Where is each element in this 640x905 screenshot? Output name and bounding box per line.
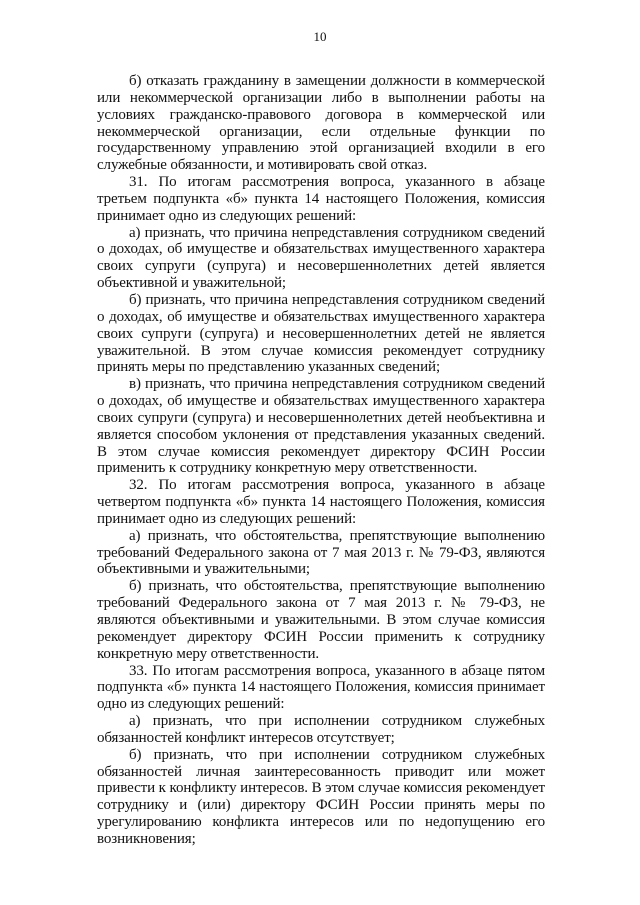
paragraph-31a: а) признать, что причина непредставления сотрудником сведений о доходах, об имуществе и обязательствах имущественного характера своих супруги (супруга) и несовершеннолетних детей является объективной и уважительной; (97, 224, 545, 292)
paragraph-30b: б) отказать гражданину в замещении должности в коммерческой или некоммерческой организации либо в выполнении работы на условиях гражданско-правового договора в коммерческой или некоммерческой организации, если отдельные функции по государственному управлению этой организацией входили в его служебные обязанности, и мотивировать свой отказ. (97, 73, 545, 174)
paragraph-31: 31. По итогам рассмотрения вопроса, указанного в абзаце третьем подпункта «б» пункта 14 настоящего Положения, комиссия принимает одно из следующих решений: (97, 174, 545, 224)
paragraph-33a: а) признать, что при исполнении сотрудником служебных обязанностей конфликт интересов отсутствует; (97, 713, 545, 746)
page-number: 10 (313, 29, 327, 44)
paragraph-33b: б) признать, что при исполнении сотрудником служебных обязанностей личная заинтересованность приводит или может привести к конфликту интересов. В этом случае комиссия рекомендует сотруднику и (или) директору ФСИН России принять меры по урегулированию конфликта интересов или по недопущению его возникновения; (97, 746, 545, 847)
paragraph-32b: б) признать, что обстоятельства, препятствующие выполнению требований Федерального закона от 7 мая 2013 г. № 79-ФЗ, не являются объективными и уважительными. В этом случае комиссия рекомендует директору ФСИН России применить к сотруднику конкретную меру ответственности. (97, 578, 545, 662)
paragraph-31v: в) признать, что причина непредставления сотрудником сведений о доходах, об имуществе и обязательствах имущественного характера своих супруги (супруга) и несовершеннолетних детей необъективна и является способом уклонения от представления указанных сведений. В этом случае комиссия рекомендует директору ФСИН России применить к сотруднику конкретную меру ответственности. (97, 376, 545, 477)
paragraph-32: 32. По итогам рассмотрения вопроса, указанного в абзаце четвертом подпункта «б» пункта 14 настоящего Положения, комиссия принимает одно из следующих решений: (97, 477, 545, 527)
paragraph-33: 33. По итогам рассмотрения вопроса, указанного в абзаце пятом подпункта «б» пункта 14 настоящего Положения, комиссия принимает одно из следующих решений: (97, 662, 545, 713)
paragraph-32a: а) признать, что обстоятельства, препятствующие выполнению требований Федерального закона от 7 мая 2013 г. № 79-ФЗ, являются объективными и уважительными; (97, 527, 545, 578)
paragraph-31b: б) признать, что причина непредставления сотрудником сведений о доходах, об имуществе и обязательствах имущественного характера своих супруги (супруга) и несовершеннолетних детей не является уважительной. В этом случае комиссия рекомендует сотруднику принять меры по представлению указанных сведений; (97, 291, 545, 376)
document-body (97, 73, 545, 848)
